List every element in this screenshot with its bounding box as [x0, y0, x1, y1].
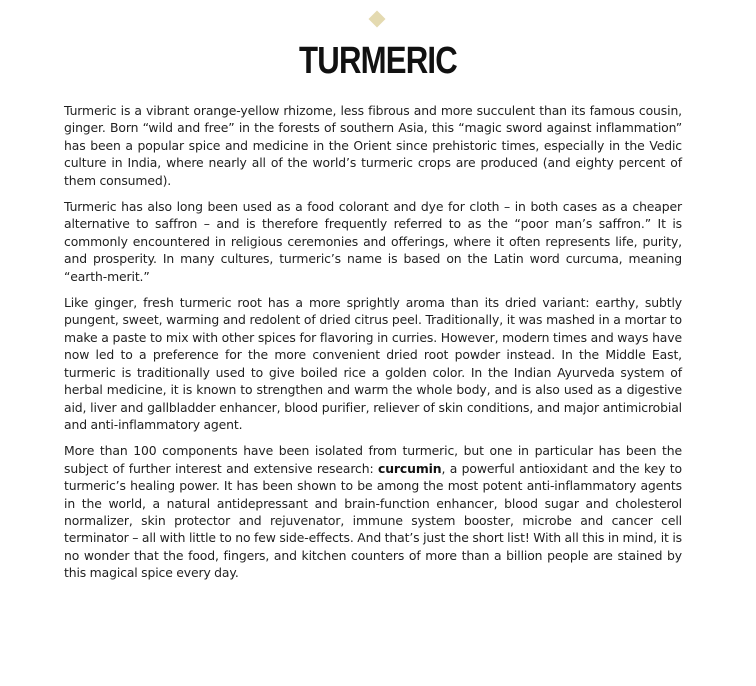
paragraph-2: Turmeric has also long been used as a food colorant and dye for cloth – in both cases as a cheaper alternative to saffron – and is therefore frequently referred to as the “poor man’s saffron.” It is commonly encountered in religious ceremonies and offerings, where it often represents life, purity, and prosperity. In many cultures, turmeric’s name is based on the Latin word curcuma, meaning “earth-merit.” — [64, 199, 682, 284]
paragraph-4 — [64, 442, 682, 581]
body-text — [64, 102, 682, 591]
paragraph-4-rest: , a powerful antioxidant and the key to turmeric’s healing power. It has been shown to be among the most potent anti-inflammatory agents in the world, a natural antidepressant and brain-function enhancer, blood sugar and cholesterol normalizer, skin protector and rejuvenator, immune system booster, microbe and cancer cell terminator – all with little to no few side-effects. And that’s just the short list! With all this in mind, it is no wonder that the food, fingers, and kitchen counters of more than a billion people are stained by this magical spice every day. — [64, 460, 682, 581]
curcumin-term: curcumin — [377, 460, 442, 476]
paragraph-3: Like ginger, fresh turmeric root has a more sprightly aroma than its dried variant: earthy, subtly pungent, sweet, warming and redolent of dried citrus peel. Traditionally, it was mashed in a mortar to make a paste to mix with other spices for flavoring in curries. However, modern times and ways have now led to a preference for the more convenient dried root powder instead. In the Middle East, turmeric is traditionally used to give boiled rice a golden color. In the Indian Ayurveda system of herbal medicine, it is known to strengthen and warm the whole body, and is also used as a digestive aid, liver and gallbladder enhancer, blood purifier, reliever of skin conditions, and major antimicrobial and anti-inflammatory agent. — [64, 295, 682, 432]
paragraph-1: Turmeric is a vibrant orange-yellow rhizome, less fibrous and more succulent than its famous cousin, ginger. Born “wild and free” in the forests of southern Asia, this “magic sword against inflammation” has been a popular spice and medicine in the Orient since prehistoric times, especially in the Vedic culture in India, where nearly all of the world’s turmeric crops are produced (and eighty percent of them consumed). — [64, 103, 682, 188]
paragraph-4-intro: More than 100 components have been isolated from turmeric, but one in particular has been the subject of further interest and extensive research: — [64, 443, 682, 476]
page-title: TURMERIC — [299, 40, 457, 82]
diamond-icon — [369, 11, 386, 28]
